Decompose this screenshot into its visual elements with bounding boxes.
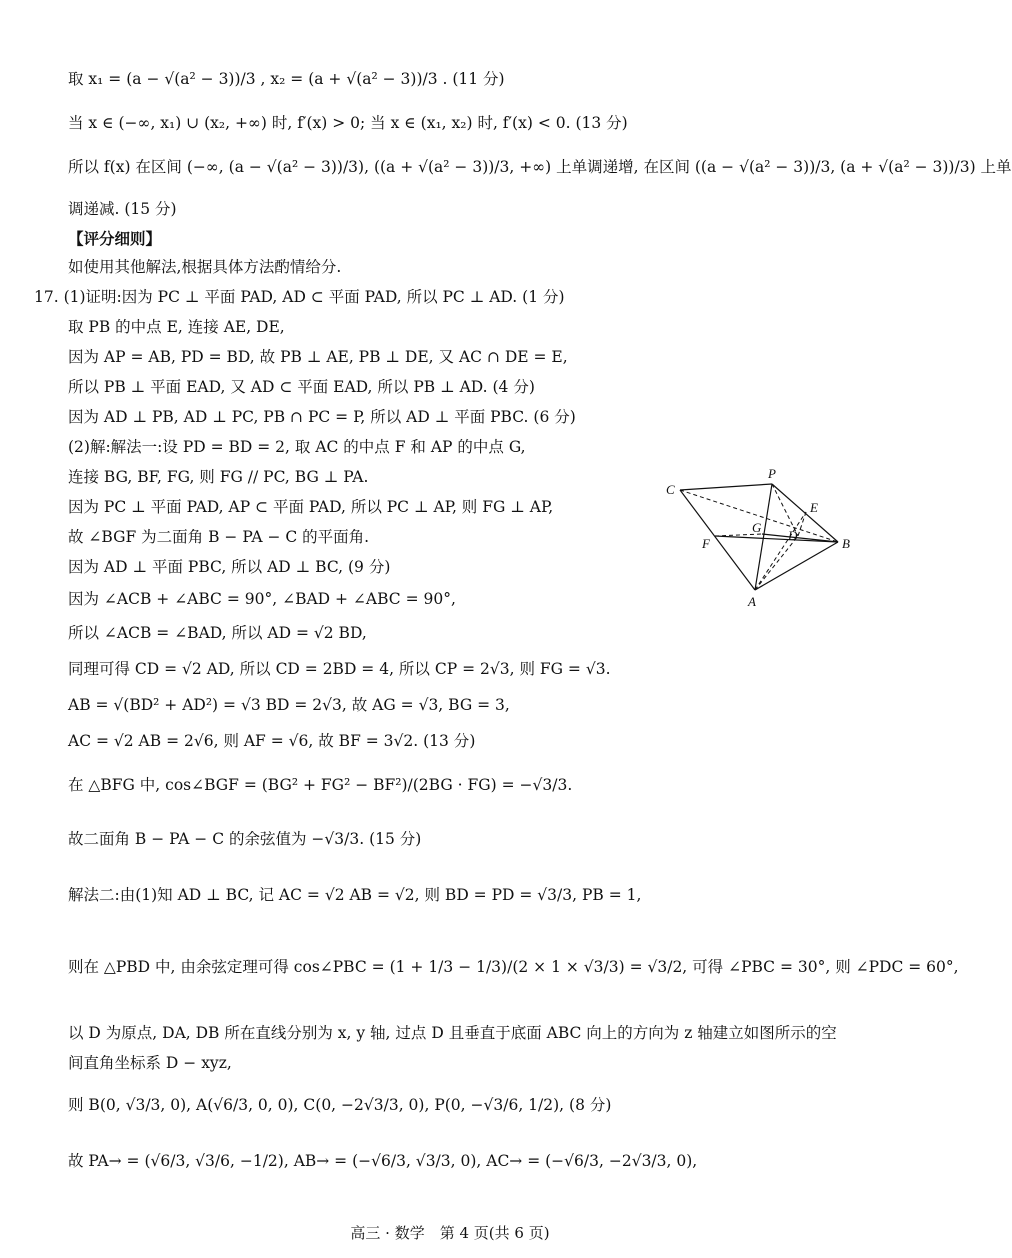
text-line: 如使用其他解法,根据具体方法酌情给分. xyxy=(68,258,342,276)
text-line: 间直角坐标系 D − xyz, xyxy=(68,1054,232,1072)
question-17-start: 17. (1)证明:因为 PC ⊥ 平面 PAD, AD ⊂ 平面 PAD, 所以 PC ⊥ AD. (1 分) xyxy=(34,288,565,306)
pyramid-figure xyxy=(660,462,860,612)
text-line: (2)解:解法一:设 PD = BD = 2, 取 AC 的中点 F 和 AP 的中点 G, xyxy=(68,438,526,456)
text-line: 则在 △PBD 中, 由余弦定理可得 cos∠PBC = (1 + 1/3 − 1/3)/(2 × 1 × √3/3) = √3/2, 可得 ∠PBC = 30°, 则 ∠PDC = 60°, xyxy=(68,958,959,976)
section-heading: 【评分细则】 xyxy=(68,229,162,248)
edge-CP xyxy=(680,484,772,490)
text-line: 故 ∠BGF 为二面角 B − PA − C 的平面角. xyxy=(68,528,370,546)
text-line: 因为 AD ⊥ PB, AD ⊥ PC, PB ∩ PC = P, 所以 AD ⊥ 平面 PBC. (6 分) xyxy=(68,408,576,426)
label-F: F xyxy=(702,536,710,551)
text-line: 所以 f(x) 在区间 (−∞, (a − √(a² − 3))/3), ((a + √(a² − 3))/3, +∞) 上单调递增, 在区间 ((a − √(a² − 3))/3, (a + √(a² − 3))/3) 上单 xyxy=(68,158,1012,176)
label-C: C xyxy=(666,482,675,497)
edge-AD xyxy=(755,536,798,590)
text-line: 以 D 为原点, DA, DB 所在直线分别为 x, y 轴, 过点 D 且垂直于底面 ABC 向上的方向为 z 轴建立如图所示的空 xyxy=(68,1024,837,1042)
edge-FB xyxy=(715,536,838,542)
text-line: 因为 AD ⊥ 平面 PBC, 所以 AD ⊥ BC, (9 分) xyxy=(68,558,391,576)
text-line: 解法二:由(1)知 AD ⊥ BC, 记 AC = √2 AB = √2, 则 BD = PD = √3/3, PB = 1, xyxy=(68,886,642,904)
text-line: 故 PA→ = (√6/3, √3/6, −1/2), AB→ = (−√6/3, √3/3, 0), AC→ = (−√6/3, −2√3/3, 0), xyxy=(68,1152,698,1170)
label-E: E xyxy=(810,500,818,515)
label-P: P xyxy=(768,466,776,481)
edge-AE xyxy=(755,512,806,590)
label-B: B xyxy=(842,536,850,551)
text-line: 在 △BFG 中, cos∠BGF = (BG² + FG² − BF²)/(2BG · FG) = −√3/3. xyxy=(68,776,573,794)
text-line: 故二面角 B − PA − C 的余弦值为 −√3/3. (15 分) xyxy=(68,830,422,848)
edge-AB xyxy=(755,542,838,590)
text-line: 因为 PC ⊥ 平面 PAD, AP ⊂ 平面 PAD, 所以 PC ⊥ AP, 则 FG ⊥ AP, xyxy=(68,498,554,516)
text-line: 取 PB 的中点 E, 连接 AE, DE, xyxy=(68,318,285,336)
label-G: G xyxy=(752,520,762,535)
edge-ED xyxy=(798,512,806,536)
text-line: 调递减. (15 分) xyxy=(68,200,177,218)
text-line: 所以 ∠ACB = ∠BAD, 所以 AD = √2 BD, xyxy=(68,624,367,642)
text-line: 连接 BG, BF, FG, 则 FG // PC, BG ⊥ PA. xyxy=(68,468,369,486)
text-line: 取 x₁ = (a − √(a² − 3))/3 , x₂ = (a + √(a² − 3))/3 . (11 分) xyxy=(68,70,505,88)
page-footer: 高三 · 数学 第 4 页(共 6 页) xyxy=(350,1224,550,1242)
label-D: D xyxy=(788,528,798,543)
text-line: 所以 PB ⊥ 平面 EAD, 又 AD ⊂ 平面 EAD, 所以 PB ⊥ AD. (4 分) xyxy=(68,378,535,396)
text-line: 因为 AP = AB, PD = BD, 故 PB ⊥ AE, PB ⊥ DE, 又 AC ∩ DE = E, xyxy=(68,348,568,366)
text-line: AC = √2 AB = 2√6, 则 AF = √6, 故 BF = 3√2. (13 分) xyxy=(68,732,476,750)
edge-CA xyxy=(680,490,755,590)
edge-PA xyxy=(755,484,772,590)
text-line: 因为 ∠ACB + ∠ABC = 90°, ∠BAD + ∠ABC = 90°, xyxy=(68,590,456,608)
text-line: 同理可得 CD = √2 AD, 所以 CD = 2BD = 4, 所以 CP = 2√3, 则 FG = √3. xyxy=(68,660,611,678)
text-line: AB = √(BD² + AD²) = √3 BD = 2√3, 故 AG = √3, BG = 3, xyxy=(68,696,510,714)
label-A: A xyxy=(748,594,756,609)
text-line: 则 B(0, √3/3, 0), A(√6/3, 0, 0), C(0, −2√3/3, 0), P(0, −√3/6, 1/2), (8 分) xyxy=(68,1096,612,1114)
text-line: 当 x ∈ (−∞, x₁) ∪ (x₂, +∞) 时, f′(x) > 0; 当 x ∈ (x₁, x₂) 时, f′(x) < 0. (13 分) xyxy=(68,114,628,132)
